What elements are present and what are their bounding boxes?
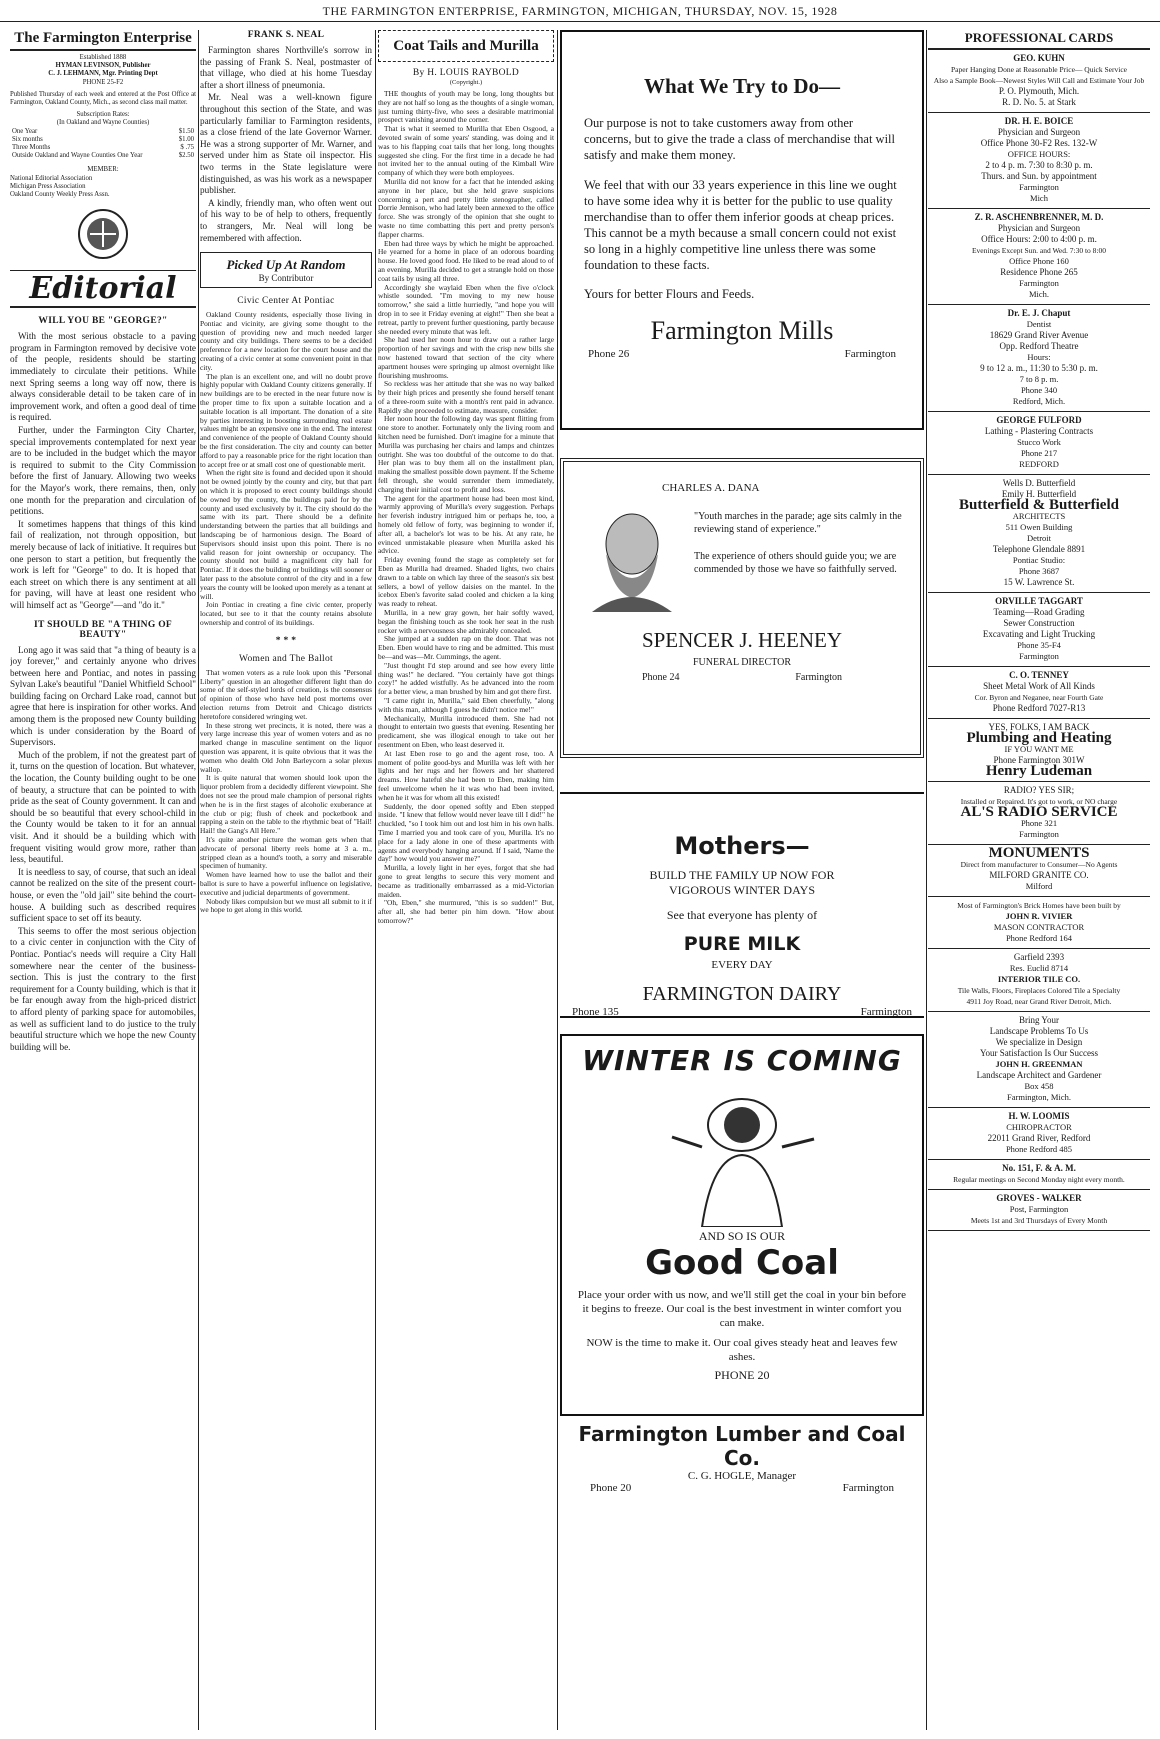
paragraph: When the right site is found and decided upon it should not be owned jointly by the county and city, but that part on which it is proposed to erect county buildings should be owned by the county, the buildings paid for by the county and used exclusively by it. The city should do the same with its part. There should be a definite understanding between the parties that all buildings and landscaping be of harmonious design. The Board of Supervisors should insist upon this point. There is no valid reason for joint ownership or occupancy. The county should not build a magnificent city hall for Pontiac. If it does the building or buildings will sooner or later pass to the absolute control of the city and in a few years the county will be looked upon merely as a tenant at will. — [200, 468, 372, 601]
card-line: Plumbing and Heating — [966, 730, 1112, 746]
card-line: Dentist — [1026, 319, 1052, 329]
rate-row — [10, 144, 196, 152]
paragraph: She jumped at a sudden rap on the door. That was not Eben. Eben would have to ring and be admitted. This must be—and was—Mr. Cummings, the agent. — [378, 634, 554, 661]
card-line: Mich — [1030, 193, 1048, 203]
card-line: Hours: — [1027, 352, 1051, 362]
card-ludeman — [928, 719, 1150, 782]
card-line: Regular meetings on Second Monday night every month. — [953, 1175, 1125, 1184]
card-line: Thurs. and Sun. by appointment — [981, 171, 1097, 181]
dairy-title: Mothers— — [674, 832, 810, 860]
publication-notice: Published Thursday of each week and entered at the Post Office at Farmington, Oakland County, Mich., as second class mail matter. — [10, 90, 196, 107]
rate-label: One Year — [12, 127, 38, 135]
card-line: Emily H. Butterfield — [1001, 489, 1077, 499]
coal-headline: WINTER IS COMING — [582, 1044, 902, 1077]
paragraph: Women have learned how to use the ballot and their ballot is sure to have a powerful influence on legislative, executive and judicial departments of government. — [200, 870, 372, 897]
card-line: 7 to 8 p. m. — [1019, 374, 1059, 384]
card-line: Farmington, Mich. — [1007, 1092, 1071, 1102]
paragraph: That is what it seemed to Murilla that Eben Osgood, a devoted swain of some years' standing, was doing and it was to his flapping coat tails that her long, long thoughts suggested she cling. For the first time in a decade he had not invited her to the annual outing of the Kimball Wire company of which they were both employees. — [378, 124, 554, 178]
card-line: Bring Your — [1018, 1015, 1059, 1025]
rate-value: $1.50 — [178, 127, 194, 135]
coal-l1: AND SO IS OUR — [698, 1229, 786, 1243]
editorial-body-1 — [10, 331, 196, 611]
rates-list — [10, 128, 196, 161]
masthead: THE FARMINGTON ENTERPRISE, FARMINGTON, MICHIGAN, THURSDAY, NOV. 15, 1928 — [0, 0, 1160, 22]
card-line: Phone Redford 164 — [1005, 933, 1073, 943]
dairy-l1: BUILD THE FAMILY UP NOW FOR — [649, 868, 835, 882]
card-line: Direct from manufacturer to Consumer—No Agents — [960, 860, 1118, 869]
card-line: Phone Farmington 301W — [993, 755, 1085, 765]
subscription-region: (In Oakland and Wayne Counties) — [56, 119, 150, 127]
heeney-quote: "Youth marches in the parade; age sits calmly in the reviewing stand of experience." — [694, 511, 902, 535]
card-groves — [928, 1190, 1150, 1231]
coal-big: Good Coal — [645, 1243, 839, 1283]
portrait-icon — [582, 502, 682, 612]
seal-icon — [10, 207, 196, 266]
card-line: OFFICE HOURS: — [1007, 149, 1071, 159]
card-asch — [928, 209, 1150, 305]
card-line: GEORGE FULFORD — [996, 415, 1082, 425]
heeney-author: CHARLES A. DANA — [662, 482, 760, 494]
paragraph: It sometimes happens that things of this kind fail of realization, not through opposition, but merely because of lack of initiative. It requires but one person to start a petition, but frequently the work is left for "George" to do. It is hoped that each street on which there is any sentiment at all for paving, will have at least one resident who will himself act as "George"—and "do it." — [10, 518, 196, 610]
paragraph: "I came right in, Murilla," said Eben cheerfully, "along with this man, although I guess he didn't notice me!" — [378, 695, 554, 714]
card-line: MONUMENTS — [988, 845, 1090, 861]
card-boice — [928, 113, 1150, 209]
editorial-body-2 — [10, 645, 196, 1054]
paragraph: Her noon hour the following day was spent flitting from one store to another. Fortunately only the living room and kitchen need be furnished. Don't imagine for a minute that Murilla was purchasing her chairs and lamps and chintzes outright. She was too doubtful of the outcome to do that. Her plan was to buy them all on the installment plan, making the smallest possible down payment. If the Scheme fell through, she would surrender them immediately, charging their initial cost to profit and loss. — [378, 414, 554, 494]
card-line: Physician and Surgeon — [997, 127, 1081, 137]
rate-value: $1.00 — [178, 135, 194, 143]
heeney-name: SPENCER J. HEENEY — [641, 628, 843, 652]
card-loomis — [928, 1108, 1150, 1160]
story-copyright: (Copyright.) — [449, 79, 483, 86]
heeney-town: Farmington — [795, 672, 842, 683]
paragraph: Long ago it was said that "a thing of beauty is a joy forever," and certainly anyone who drives between here and Pontiac, and notes in passing Sylvan Lake's beautiful "Daniel Whitfield School" building facing on Orchard Lake road, cannot but agree that here is inspiration for other works. And among them is the proposed new County building which is under consideration by the Board of Supervisors. — [10, 644, 196, 748]
card-line: Detroit — [1026, 533, 1052, 543]
card-line: Sheet Metal Work of All Kinds — [983, 681, 1095, 691]
card-line: Farmington — [1019, 829, 1059, 839]
member-item: Oakland County Weekly Press Assn. — [10, 191, 110, 199]
paragraph: Much of the problem, if not the greatest part of it, turns on the question of location. But whatever, the location, the County building ought to be one of beauty, a structure that can be pointed to with pride as the seat of County government. It can and should be so beautiful that every school-child in the County would be taken to it for an annual visit. And it should be a building which with frequent visiting would grow more, rather than less, beautiful. — [10, 749, 196, 865]
mills-title: What We Try to Do— — [643, 74, 840, 98]
card-butter — [928, 475, 1150, 593]
paragraph: In these strong wet precincts, it is noted, there was a very large increase this year of women voters and as no marked change in masculine sentiment on the liquor question was apparent, it is quite obvious that it was the women who dealth Old John Barleycorn a solar plexus wallop. — [200, 720, 372, 774]
coal-manager: C. G. HOGLE, Manager — [687, 1470, 797, 1482]
paragraph: A kindly, friendly man, who often went out of his way to be of help to others, frequently to strangers, Mr. Neal will long be remembered with affection. — [200, 197, 372, 243]
card-line: Phone 321 — [1020, 818, 1058, 828]
ad-lumber-coal — [560, 1034, 924, 1416]
column-byline: By Contributor — [258, 273, 314, 284]
card-line: Phone Redford 7027-R13 — [992, 703, 1086, 713]
ballot-headline: Women and The Ballot — [239, 653, 333, 664]
dairy-phone: Phone 135 — [572, 1006, 619, 1018]
card-line: Office Phone 30-F2 Res. 132-W — [980, 138, 1098, 148]
civic-body — [200, 311, 372, 628]
column-news — [200, 30, 372, 1730]
card-line: Stucco Work — [1017, 437, 1061, 447]
mills-phone: Phone 26 — [588, 348, 630, 360]
card-tenney — [928, 667, 1150, 719]
column-professional-cards — [928, 30, 1150, 1730]
paragraph: She had used her noon hour to draw out a rather large proportion of her savings and with the crisp new bills she now hastened toward that section of the city where apartment houses were springing up almost overnight like flourishing mushrooms. — [378, 335, 554, 380]
card-line: Landscape Architect and Gardener — [976, 1070, 1102, 1080]
card-line: AL'S RADIO SERVICE — [960, 804, 1118, 820]
editorial-headline-2: IT SHOULD BE "A THING OF BEAUTY" — [33, 619, 173, 640]
card-line: Sewer Construction — [1003, 618, 1075, 628]
column-rule — [926, 30, 927, 1730]
card-line: Installed or Repaired. It's got to work, or NO charge — [960, 797, 1118, 806]
ad-farmington-dairy — [560, 792, 924, 1018]
paragraph: The plan is an excellent one, and will no doubt prove highly popular with Oakland County citizens generally. If new buildings are to be erected in the near future now is the proper time to fix upon a suitable location and a suitable location is all important. The donation of a site by parties interesting in boosting surrounding real estate values might be an expensive one in the end. The interest and convenience of the people of Oakland County should be the first consideration. The city and county can better afford to pay a reasonable price for the right location than to accept free or at small cost one of questionable merit. — [200, 371, 372, 469]
card-line: Farmington — [1019, 651, 1059, 661]
card-line: We specialize in Design — [995, 1037, 1083, 1047]
card-granite — [928, 845, 1150, 897]
card-line: Meets 1st and 3rd Thursdays of Every Month — [970, 1216, 1108, 1225]
card-line: 4911 Joy Road, near Grand River Detroit, Mich. — [966, 997, 1112, 1006]
card-line: Tile Walls, Floors, Fireplaces Colored Tile a Specialty — [957, 986, 1121, 995]
card-line: IF YOU WANT ME — [1004, 744, 1074, 754]
card-line: Garfield 2393 — [1013, 952, 1065, 962]
paragraph: Mechanically, Murilla introduced them. She had not thought to entertain two guests that evening. Resenting her predicament, she was illogical enough to take out her resentment on Eben, who least deserved it. — [378, 713, 554, 749]
mills-town: Farmington — [844, 348, 896, 360]
card-line: Landscape Problems To Us — [989, 1026, 1089, 1036]
card-line: Phone Redford 485 — [1005, 1144, 1073, 1154]
paragraph: So reckless was her attitude that she was no way balked by their high prices and presently she found herself tenant of a three-room suite with a month's rent paid in advance. Rapidly she proceeded to estimate, measure, consider. — [378, 379, 554, 415]
paragraph: It is needless to say, of course, that such an ideal cannot be realized on the site of the present court-house, or even the "old jail" site behind the court-house. A building such as described requires sufficient space to set off its beauty. — [10, 866, 196, 924]
rate-label: Six months — [12, 135, 43, 143]
story-body — [378, 90, 554, 926]
separator-stars: * * * — [275, 635, 297, 646]
established: Established 1888 — [79, 54, 127, 61]
rate-label: Three Months — [12, 144, 51, 152]
card-line: MASON CONTRACTOR — [993, 922, 1085, 932]
card-line: Physician and Surgeon — [997, 223, 1081, 233]
editorial-heading: Editorial — [10, 270, 196, 308]
card-line: JOHN H. GREENMAN — [995, 1059, 1083, 1069]
rate-value: $2.50 — [178, 152, 194, 160]
ballot-body — [200, 669, 372, 915]
card-line: CHIROPRACTOR — [1006, 1122, 1072, 1132]
card-line: RADIO? YES SIR; — [1003, 785, 1075, 795]
card-line: Farmington — [1019, 182, 1059, 192]
paper-name: The Farmington Enterprise — [10, 30, 196, 51]
card-chaput — [928, 305, 1150, 412]
coal-phone-center: PHONE 20 — [714, 1368, 770, 1382]
coal-town: Farmington — [842, 1482, 894, 1494]
subscription-title: Subscription Rates: — [76, 111, 130, 119]
dairy-l4: EVERY DAY — [711, 959, 773, 971]
card-line: INTERIOR TILE CO. — [997, 974, 1081, 984]
card-line: Teaming—Road Grading — [993, 607, 1085, 617]
card-line: Office Hours: 2:00 to 4:00 p. m. — [981, 234, 1097, 244]
editorial-headline-1: WILL YOU BE "GEORGE?" — [38, 316, 168, 327]
paragraph: With the most serious obstacle to a paving program in Farmington removed by decisive vote of the people, residents should be starting immediately to circulate their petitions. While next Spring seems a long way off now, there is always considerable detail to be taken care of in improvement work, and often a good deal of time is required. — [10, 331, 196, 423]
paragraph: "Just thought I'd step around and see how every little thing was!" he declared. "You certainly have got things cozy!" he added wistfully. As he advanced into the room for a better view, a man brushed by him and got there first. — [378, 660, 554, 697]
publisher: HYMAN LEVINSON, Publisher — [55, 62, 151, 70]
card-line: Also a Sample Book—Newest Styles Will Call and Estimate Your Job — [933, 76, 1145, 85]
civic-headline: Civic Center At Pontiac — [237, 296, 335, 307]
card-line: Phone 217 — [1020, 448, 1058, 458]
card-vivier — [928, 897, 1150, 949]
coal-name: Farmington Lumber and Coal Co. — [578, 1422, 906, 1470]
column-ads — [560, 30, 924, 1730]
paragraph: Farmington shares Northville's sorrow in the passing of Frank S. Neal, postmaster of that village, who died at his home Tuesday after a short illness of pneumonia. — [200, 45, 372, 90]
card-line: Opp. Redford Theatre — [999, 341, 1079, 351]
dairy-l3: See that everyone has plenty of — [666, 908, 818, 922]
column-rule — [198, 30, 199, 1730]
column-editorial — [10, 30, 196, 1730]
card-line: ORVILLE TAGGART — [995, 596, 1083, 606]
column-title: Picked Up At Random — [226, 257, 346, 273]
card-line: GEO. KUHN — [1013, 53, 1065, 63]
mills-p3: Yours for better Flours and Feeds. — [584, 287, 755, 301]
card-line: Wells D. Butterfield — [1002, 478, 1076, 488]
paragraph: THE thoughts of youth may be long, long thoughts but they are not half so long as the thoughts of a single woman, just turning thirty-five, who sees a desirable matrimonial prospect vanishing around the corner. — [378, 89, 554, 125]
card-radio — [928, 782, 1150, 845]
card-line: Excavating and Light Trucking — [982, 629, 1096, 639]
paragraph: Oakland County residents, especially those living in Pontiac and vicinity, are giving some thought to the question of providing new and much needed larger county and city buildings. There seems to be a decided preference for a new location for the court house and the creating of a civic center at some convenient point in that city. — [200, 310, 372, 372]
card-line: GROVES - WALKER — [996, 1193, 1082, 1203]
story-title-box — [378, 30, 554, 62]
obituary-headline: FRANK S. NEAL — [247, 30, 325, 40]
paragraph: It is quite natural that women should look upon the liquor problem from a decidedly different viewpoint. She does not see the proud male champion of personal rights when he is in the first stages of alcoholic exuberance at the club or pig; flush of cheek and pocketbook and rapping a stein on the table to the rhythmic beat of "Hail! Hail! the Gang's All Here." — [200, 773, 372, 836]
column-rule — [375, 30, 376, 1730]
members-list — [10, 175, 196, 200]
paragraph: Mr. Neal was a well-known figure throughout this section of the State, and was particularly familiar to Farmington residents, as a close friend of the late Governor Warner. He was a strong supporter of Mr. Warner, and served under him as State oil inspector. His two terms in the State legislature were distinguished, as was his work as a newspaper publisher. — [200, 92, 372, 196]
paragraph: Join Pontiac in creating a fine civic center, properly located, but see to it that the county retains absolute ownership and control of its buildings. — [200, 600, 372, 627]
paragraph: Murilla, in a new gray gown, her hair softly waved, began the finishing touch as she took her seat in the rush rocker with a nervousness she admirably concealed. — [378, 608, 554, 635]
card-line: REDFORD — [1019, 459, 1059, 469]
card-line: H. W. LOOMIS — [1008, 1111, 1070, 1121]
card-line: Residence Phone 265 — [1000, 267, 1078, 277]
card-fulford — [928, 412, 1150, 475]
coal-phone: Phone 20 — [590, 1482, 632, 1494]
card-line: Mich. — [1028, 289, 1050, 299]
card-kuhn — [928, 50, 1150, 113]
paragraph: Accordingly she waylaid Eben when the five o'clock whistle sounded. "I'm moving to my new house tomorrow," she said a little hurriedly, "and hope you will drop in to see it Friday evening at eight!" Then she beat a retreat, partly to prevent further questioning, partly because she needed every minute that was left. — [378, 282, 554, 336]
card-line: Henry Ludeman — [985, 763, 1093, 779]
cards-list — [928, 50, 1150, 1231]
card-line: Redford, Mich. — [1012, 396, 1066, 406]
paragraph: At last Eben rose to go and the agent rose, too. A moment of polite good-bys and Murilla was left with her lights and her rugs and her flowers and her shattered dreams. How hateful she had been to Eben, making him feel unwelcome when he it was who had been invited, when he it was for whom all this existed! — [378, 748, 554, 802]
paragraph: Eben had three ways by which he might be approached. He yearned for a home in place of an odorous boarding house. He loved good food. He liked to be read aloud to of an evening. Murilla decided to get a strangle hold on those coat tails by using all three. — [378, 238, 554, 283]
paragraph: "Oh, Eben," she murmured, "this is so sudden!" But, after all, she had better pin him down. "How about tomorrow?" — [378, 898, 554, 925]
card-line: Dr. E. J. Chaput — [1007, 308, 1071, 318]
card-line: Most of Farmington's Brick Homes have been built by — [957, 901, 1121, 910]
dairy-name: FARMINGTON DAIRY — [642, 983, 842, 1005]
member-item: National Editorial Association — [10, 174, 93, 182]
rate-row — [10, 128, 196, 136]
paragraph: This seems to offer the most serious objection to a civic center in conjunction with the City of Pontiac. Pontiac's needs will require a City Hall somewhere near the center of the business-section. This is just the contrary to the first requirement for a County building, which is that it be far enough away from the high-priced district to afford plenty of parking space for automobiles, as well as sufficient land to do justice to the truly beautiful structure which we hope the new County building will be. — [10, 925, 196, 1052]
card-line: YES, FOLKS, I AM BACK — [988, 722, 1090, 732]
dairy-milk: PURE MILK — [683, 933, 801, 955]
card-line: Cor. Byron and Neganee, near Fourth Gate — [974, 693, 1104, 702]
card-line: Milford — [1025, 881, 1053, 891]
card-line: ARCHITECTS — [1012, 511, 1066, 521]
member-title: MEMBER: — [87, 166, 119, 174]
story-title: Coat Tails and Murilla — [393, 38, 539, 54]
card-line: C. O. TENNEY — [1009, 670, 1069, 680]
paragraph: Suddenly, the door opened softly and Eben stepped inside. "I knew that fellow would never leave till I did!" he chuckled, "so I took him out and lost him in his own halls. Time I married you and took care of you, Murilla. It's no place for a lady alone in one of these apartments with agents and everybody hanging around. If I said, 'Name the day!' how would you answer me?" — [378, 801, 554, 864]
ad-heeney — [560, 458, 924, 758]
card-line: Phone 35-F4 — [1017, 640, 1061, 650]
card-line: 511 Owen Building — [1005, 522, 1073, 532]
card-line: MILFORD GRANITE CO. — [989, 870, 1089, 880]
cards-title: PROFESSIONAL CARDS — [928, 30, 1150, 50]
card-line: 22011 Grand River, Redford — [987, 1133, 1091, 1143]
heeney-statement: The experience of others should guide you; we are commended by those we have so faithfully served. — [694, 551, 897, 575]
column-rule — [557, 30, 558, 1730]
card-line: No. 151, F. & A. M. — [1002, 1163, 1076, 1173]
card-line: R. D. No. 5. at Stark — [1002, 97, 1076, 107]
paragraph: Friday evening found the stage as completely set for Eben as Murilla had dreamed. Shaded lights, two chairs drawn to a table on which lay three of the season's six best sellers, a bowl of yellow daisies on the mantel. In the icebox Eben's favorite salad cooled and chicken a la king was ready to reheat. — [378, 555, 554, 609]
card-mason — [928, 1160, 1150, 1190]
card-line: Box 458 — [1024, 1081, 1054, 1091]
card-line: Butterfield & Butterfield — [959, 497, 1119, 513]
obituary-body — [200, 45, 372, 244]
card-line: Lathing - Plastering Contracts — [984, 426, 1094, 436]
card-line: Paper Hanging Done at Reasonable Price— Quick Service — [951, 65, 1127, 74]
column-box — [200, 252, 372, 288]
dairy-l2: VIGOROUS WINTER DAYS — [668, 883, 815, 897]
paragraph: It's quite another picture the woman gets when that advocate of personal liberty reels home at 3 a. m., stripped clean as a hound's tooth, a sorry and miserable specimen of humanity. — [200, 834, 372, 871]
dairy-town: Farmington — [860, 1006, 912, 1018]
mills-p2: We feel that with our 33 years experience in this line we ought to have some idea why it is better for the public to use quality merchandise than to offer them inferior goods at cheap prices. This cannot be a myth because a small concern could not exist so long in a highly competitive line unless there was some foundation to these facts. — [584, 178, 897, 272]
card-line: Pontiac Studio: — [1012, 555, 1066, 565]
mills-name: Farmington Mills — [650, 316, 834, 345]
card-line: 15 W. Lawrence St. — [1003, 577, 1075, 587]
card-line: 2 to 4 p. m. 7:30 to 8:30 p. m. — [985, 160, 1093, 170]
paper-phone: PHONE 25-F2 — [82, 78, 124, 86]
coal-p1: Place your order with us now, and we'll still get the coal in your bin before it begins to freeze. Our coal is the best investment in winter comfort you can make. — [577, 1289, 907, 1329]
card-line: 9 to 12 a. m., 11:30 to 5:30 p. m. — [980, 363, 1098, 373]
rate-row — [10, 136, 196, 144]
ad-farmington-mills — [560, 30, 924, 430]
card-line: Your Satisfaction Is Our Success — [979, 1048, 1099, 1058]
card-tile — [928, 949, 1150, 1012]
coal-p2: NOW is the time to make it. Our coal gives steady heat and leaves few ashes. — [586, 1337, 898, 1363]
card-line: JOHN R. VIVIER — [1005, 911, 1073, 921]
card-line: Office Phone 160 — [1009, 256, 1069, 266]
card-line: Res. Euclid 8714 — [1009, 963, 1069, 973]
rate-value: $ .75 — [180, 144, 194, 152]
card-taggart — [928, 593, 1150, 667]
card-line: Telephone Glendale 8891 — [992, 544, 1086, 554]
manager: C. J. LEHMANN, Mgr. Printing Dept — [48, 70, 158, 78]
card-line: Farmington — [1019, 278, 1059, 288]
heeney-phone: Phone 24 — [642, 672, 680, 683]
card-line: P. O. Plymouth, Mich. — [998, 86, 1080, 96]
paragraph: Nobody likes compulsion but we must all submit to it if we hope to get along in this world. — [200, 896, 372, 915]
coal-signature — [560, 1416, 924, 1494]
paragraph: The agent for the apartment house had been most kind, warmly approving of Murilla's every suggestion. Perhaps her feverish industry intrigued him or perhaps he, too, a homely old fellow of forty, was beginning to wonder if, after all, a bachelor's lot was to be his. At any rate, he evinced unmistakable pleasure when Murilla asked his advice. — [378, 493, 554, 556]
column-story — [378, 30, 554, 1730]
card-line: Z. R. ASCHENBRENNER, M. D. — [974, 212, 1104, 222]
card-line: 18629 Grand River Avenue — [989, 330, 1089, 340]
paragraph: Murilla did not know for a fact that he intended asking anyone in her place, but she held grave suspicions concerning a pert and pretty little stenographer, called Dorrie Jennison, who had lately been annexed to the office force. She was strongly of the opinion that she ought to waste no time combatting this pert and pretty person's flapper charms. — [378, 176, 554, 239]
story-byline: By H. LOUIS RAYBOLD — [412, 68, 520, 78]
card-line: Evenings Except Sun. and Wed. 7:30 to 8:00 — [971, 246, 1107, 255]
card-line: DR. H. E. BOICE — [1004, 116, 1074, 126]
card-line: Phone 3687 — [1018, 566, 1060, 576]
heeney-sub: FUNERAL DIRECTOR — [692, 657, 792, 668]
member-item: Michigan Press Association — [10, 182, 86, 190]
card-line: Post, Farmington — [1009, 1204, 1069, 1214]
paragraph: That women voters as a rule look upon this "Personal Liberty" question in an altogether different light than do some of the self-styled lords of creation, is the consensus of opinion of those who have held post mortems over election returns from Detroit and Chicago districts heretofore considered wringing wet. — [200, 667, 372, 721]
rate-row — [10, 152, 196, 160]
paragraph: Further, under the Farmington City Charter, special improvements contemplated for next year are to be included in the budget which the mayor is required to submit to the City Commission before the first of January. Allowing two weeks for the Mayor's work, there remains, then, only one month for the preparation and circulation of petitions. — [10, 425, 196, 517]
card-line: Phone 340 — [1020, 385, 1058, 395]
card-greenman — [928, 1012, 1150, 1108]
snowman-icon — [576, 1077, 908, 1227]
mills-p1: Our purpose is not to take customers away from other concerns, but to give the trade a class of merchandise that will satisfy and make them money. — [584, 116, 896, 162]
rate-label: Outside Oakland and Wayne Counties One Year — [12, 152, 143, 160]
paragraph: Murilla, a lovely light in her eyes, forgot that she had gone to great lengths to secure this very moment and became as traditionally embarrassed as a mid-Victorian maiden. — [378, 863, 554, 899]
